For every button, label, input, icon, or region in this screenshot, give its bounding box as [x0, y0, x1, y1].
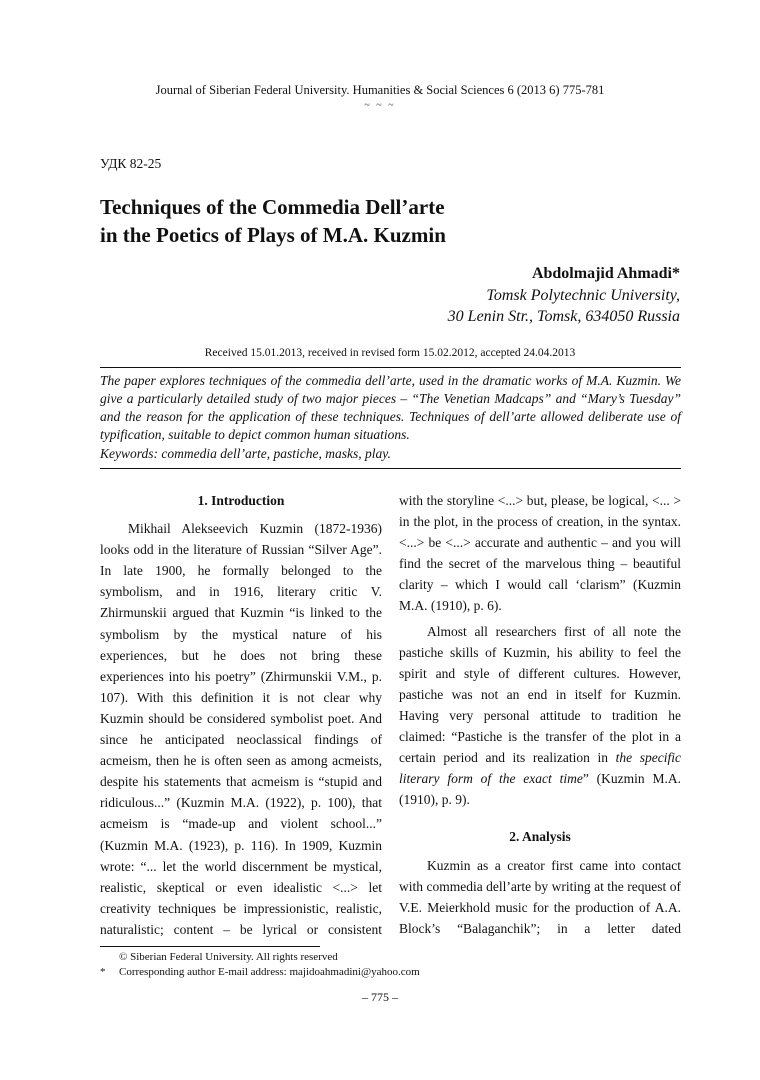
footnote-email: Corresponding author E-mail address: majidoahmadini@yahoo.com: [119, 966, 420, 978]
page-number: – 775 –: [362, 990, 398, 1004]
footnote-corresponding: [100, 965, 420, 979]
pastiche-text-b: ” (Kuzmin M.A. (1910), p. 9).: [399, 771, 681, 808]
abstract-bottom-rule: [100, 468, 681, 469]
author-affiliation: Tomsk Polytechnic University,: [486, 286, 680, 304]
keywords: Keywords: commedia dell’arte, pastiche, masks, play.: [100, 446, 391, 461]
pastiche-text-a: Almost all researchers first of all note the pastiche skills of Kuzmin, his ability to feel the spirit and style of different cultures. However, pastiche was not an end in itself for Kuzmin. Having very personal attitude to tradition he claimed: “Pastiche is the transfer of the plot in a certain period and its realization in: [399, 623, 681, 766]
journal-header: Journal of Siberian Federal University. Humanities & Social Sciences 6 (2013 6) 775-781: [155, 83, 605, 97]
author-name: Abdolmajid Ahmadi*: [531, 265, 680, 282]
paragraph-analysis: Kuzmin as a creator first came into contact with commedia dell’arte by writing at the request of V.E. Meierkhold music for the production of A.A. Block’s “Balaganchik”; in a letter dated: [399, 857, 681, 936]
author-address: 30 Lenin Str., Tomsk, 634050 Russia: [447, 308, 680, 325]
title-line-2: in the Poetics of Plays of M.A. Kuzmin: [100, 223, 446, 247]
pastiche-emphasis: the specific literary form of the exact time: [399, 750, 681, 787]
title-line-1: Techniques of the Commedia Dell’arte: [100, 195, 445, 219]
article-title: [100, 193, 620, 249]
header-ornament: ~ ~ ~: [364, 100, 396, 111]
abstract-top-rule: [100, 367, 681, 368]
received-dates: Received 15.01.2013, received in revised form 15.02.2012, accepted 24.04.2013: [204, 347, 576, 359]
right-column: [399, 490, 681, 939]
author-block: [448, 263, 680, 328]
section-heading-analysis: 2. Analysis: [509, 829, 571, 845]
udk-code: УДК 82-25: [100, 156, 162, 171]
paragraph-clarism-quote: with the storyline <...> but, please, be logical, <... > in the plot, in the process of creation, in the syntax. <...> be <...> accurate and authentic – and you will find the secret of the marvelous thing – beautiful clarity – which I would call ‘clarism” (Kuzmin M.A. (1910), p. 6).: [399, 493, 681, 614]
paragraph-pastiche: [399, 621, 681, 811]
section-heading-introduction: 1. Introduction: [197, 493, 285, 508]
footnote-rule: [100, 946, 320, 947]
paragraph-introduction: Mikhail Alekseevich Kuzmin (1872-1936) looks odd in the literature of Russian “Silver Age”. In late 1900, he formally belonged to the symbolism, and in 1916, literary critic V. Zhirmunskii argued that Kuzmin “is linked to the symbolism by the mystical nature of his experiences, but he does not bring these experiences into his poetry” (Zhirmunskii V.M., p. 107). With this definition it is not clear why Kuzmin should be considered symbolist poet. And since he anticipated neoclassical findings of acmeism, then he is often seen as among acmeists, despite his statements that acmeism is “stupid and ridiculous...” (Kuzmin M.A. (1922), p. 100), that acmeism is “made-up and violent school...” (Kuzmin M.A. (1923), p. 116). In 1909, Kuzmin wrote: “... let the world discernment be mystical, realistic, skeptical or even idealistic <...> let creativity techniques be impressionistic, realistic, naturalistic; content – be lyrical or consistent: [100, 521, 382, 937]
footnote-copyright: © Siberian Federal University. All rights reserved: [119, 951, 338, 963]
footnote-mark: *: [100, 966, 106, 978]
left-column: [100, 490, 382, 940]
abstract: The paper explores techniques of the commedia dell’arte, used in the dramatic works of M.A. Kuzmin. We give a particularly detailed study of two major pieces – “The Venetian Madcaps” and “Mary’s Tuesday” and the reason for the application of these techniques. Techniques of dell’arte allowed deliberate use of typification, suitable to depict common human situations.: [100, 373, 681, 442]
